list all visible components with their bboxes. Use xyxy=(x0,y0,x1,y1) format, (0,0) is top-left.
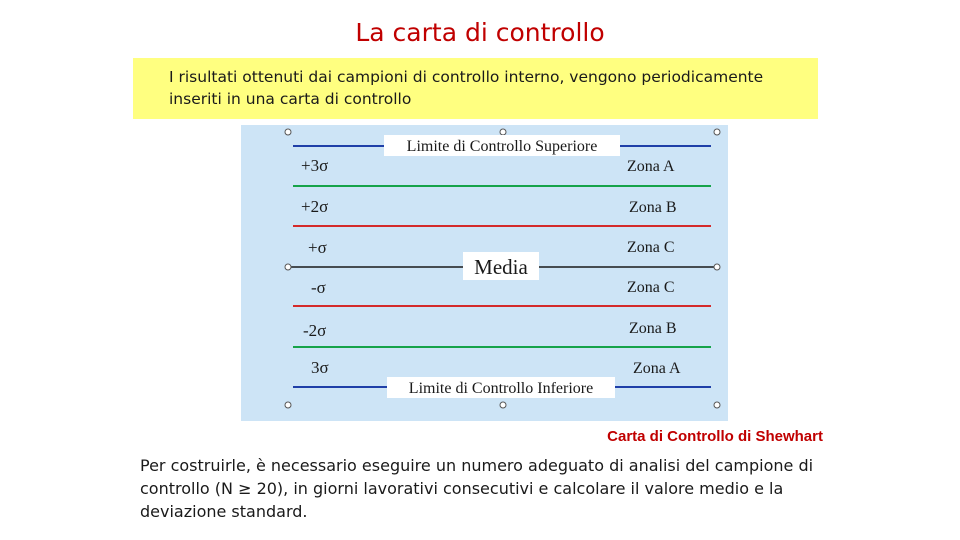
handle-top-middle xyxy=(500,129,506,135)
zone-label-upper-b: Zona B xyxy=(629,199,677,216)
handle-bottom-right xyxy=(714,402,720,408)
zone-label-upper-c: Zona C xyxy=(627,239,675,256)
slide-title: La carta di controllo xyxy=(355,18,605,47)
control-chart-svg xyxy=(241,125,728,421)
handle-middle-left xyxy=(285,264,291,270)
handle-bottom-middle xyxy=(500,402,506,408)
diagram-caption: Carta di Controllo di Shewhart xyxy=(607,428,823,445)
sigma-label-minus-1: -σ xyxy=(311,278,326,297)
sigma-label-minus-2: -2σ xyxy=(303,321,327,340)
handle-top-left xyxy=(285,129,291,135)
sigma-label-plus-3: +3σ xyxy=(301,156,329,175)
sigma-label-3: 3σ xyxy=(311,358,329,377)
handle-top-right xyxy=(714,129,720,135)
intro-text: I risultati ottenuti dai campioni di controllo interno, vengono periodicamente inseriti in una carta di controllo xyxy=(169,68,764,108)
footer-text: Per costruirle, è necessario eseguire un numero adeguato di analisi del campione di controllo (N ≥ 20), in giorni lavorativi consecutivi e calcolare il valore medio e la deviazione standard. xyxy=(140,456,814,521)
zone-label-lower-c: Zona C xyxy=(627,279,675,296)
lower-limit-label: Limite di Controllo Inferiore xyxy=(408,380,594,397)
upper-limit-label: Limite di Controllo Superiore xyxy=(406,138,598,155)
sigma-label-plus-2: +2σ xyxy=(301,197,329,216)
sigma-label-plus-1: +σ xyxy=(308,238,327,257)
handle-bottom-left xyxy=(285,402,291,408)
zone-label-lower-a: Zona A xyxy=(633,360,681,377)
mean-label: Media xyxy=(474,255,528,279)
zone-label-upper-a: Zona A xyxy=(627,158,675,175)
intro-box xyxy=(133,58,818,119)
handle-middle-right xyxy=(714,264,720,270)
zone-label-lower-b: Zona B xyxy=(629,320,677,337)
control-chart-diagram xyxy=(241,125,728,421)
